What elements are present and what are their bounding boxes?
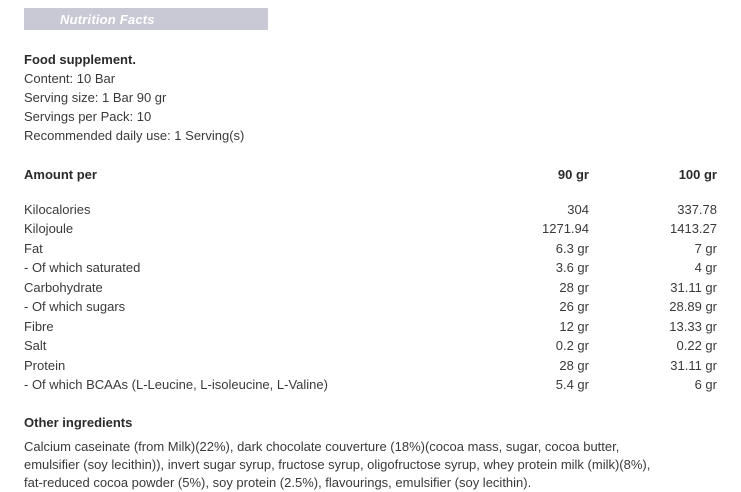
nutrient-value-90gr: 12 gr (559, 318, 589, 334)
column-header-90gr: 90 gr (557, 167, 589, 182)
table-row (24, 317, 717, 337)
other-ingredients-line: emulsifier (soy lecithin)), invert sugar syrup, fructose syrup, oligofructose syrup, whey protein milk (milk)(8%), (24, 456, 651, 472)
nutrient-name: Salt (24, 338, 47, 353)
intro-heading: Food supplement. (24, 52, 136, 67)
nutrient-value-90gr: 28 gr (559, 279, 589, 295)
table-header-row (24, 165, 717, 194)
nutrient-name: - Of which saturated (24, 260, 141, 275)
product-intro (24, 50, 717, 145)
table-row (24, 194, 717, 220)
nutrient-name: Fat (24, 240, 43, 256)
nutrient-value-90gr: 5.4 gr (555, 377, 589, 392)
intro-line-daily-use: Recommended daily use: 1 Serving(s) (24, 128, 245, 143)
nutrient-value-100gr: 6 gr (694, 377, 717, 392)
nutrient-name: - Of which sugars (24, 299, 126, 314)
nutrient-value-90gr: 26 gr (559, 299, 589, 314)
nutrient-name: Carbohydrate (24, 279, 103, 295)
intro-line-serving-size: Serving size: 1 Bar 90 gr (24, 90, 167, 105)
column-header-100gr: 100 gr (678, 167, 717, 182)
other-ingredients-title: Other ingredients (24, 414, 133, 430)
table-row (24, 219, 717, 239)
nutrient-value-100gr: 31.11 gr (670, 279, 717, 295)
table-row (24, 336, 717, 356)
column-header-amount-per: Amount per (24, 167, 97, 182)
nutrient-value-100gr: 28.89 gr (669, 299, 717, 314)
nutrition-facts-page (0, 8, 741, 490)
table-row (24, 356, 717, 376)
nutrient-value-100gr: 337.78 (677, 201, 717, 217)
table-row (24, 375, 717, 395)
nutrient-value-100gr: 0.22 gr (676, 338, 717, 353)
nutrient-name: Kilocalories (24, 201, 91, 217)
nutrient-value-90gr: 304 (567, 201, 589, 217)
nutrient-value-90gr: 6.3 gr (555, 240, 589, 256)
nutrient-value-100gr: 1413.27 (670, 221, 717, 236)
table-row (24, 297, 717, 317)
nutrient-value-90gr: 1271.94 (542, 221, 589, 236)
nutrition-facts-header (24, 8, 268, 30)
nutrient-value-100gr: 7 gr (694, 240, 717, 256)
intro-line-content: Content: 10 Bar (24, 71, 116, 86)
nutrient-value-90gr: 3.6 gr (555, 260, 589, 275)
table-header (24, 165, 717, 194)
nutrient-value-100gr: 31.11 gr (670, 357, 717, 373)
nutrient-value-100gr: 13.33 gr (669, 318, 717, 334)
nutrition-table (24, 165, 717, 395)
nutrient-name: Protein (24, 357, 66, 373)
table-row (24, 258, 717, 278)
nutrient-value-90gr: 28 gr (559, 357, 589, 373)
nutrient-name: - Of which BCAAs (L-Leucine, L-isoleucine, L-Valine) (24, 377, 328, 392)
nutrient-name: Fibre (24, 318, 54, 334)
nutrient-value-90gr: 0.2 gr (555, 338, 589, 353)
nutrient-value-100gr: 4 gr (694, 260, 717, 275)
other-ingredients-body (24, 438, 724, 492)
nutrient-name: Kilojoule (24, 221, 74, 236)
table-row (24, 278, 717, 298)
other-ingredients-line: Calcium caseinate (from Milk)(22%), dark chocolate couverture (18%)(cocoa mass, sugar, cocoa butter, (24, 438, 620, 454)
table-row (24, 239, 717, 259)
table-body (24, 194, 717, 395)
intro-line-servings-per-pack: Servings per Pack: 10 (24, 109, 152, 124)
page-title: Nutrition Facts (60, 11, 155, 27)
other-ingredients-line: fat-reduced cocoa powder (5%), soy protein (2.5%), flavourings, emulsifier (soy lecithin). (24, 474, 532, 490)
